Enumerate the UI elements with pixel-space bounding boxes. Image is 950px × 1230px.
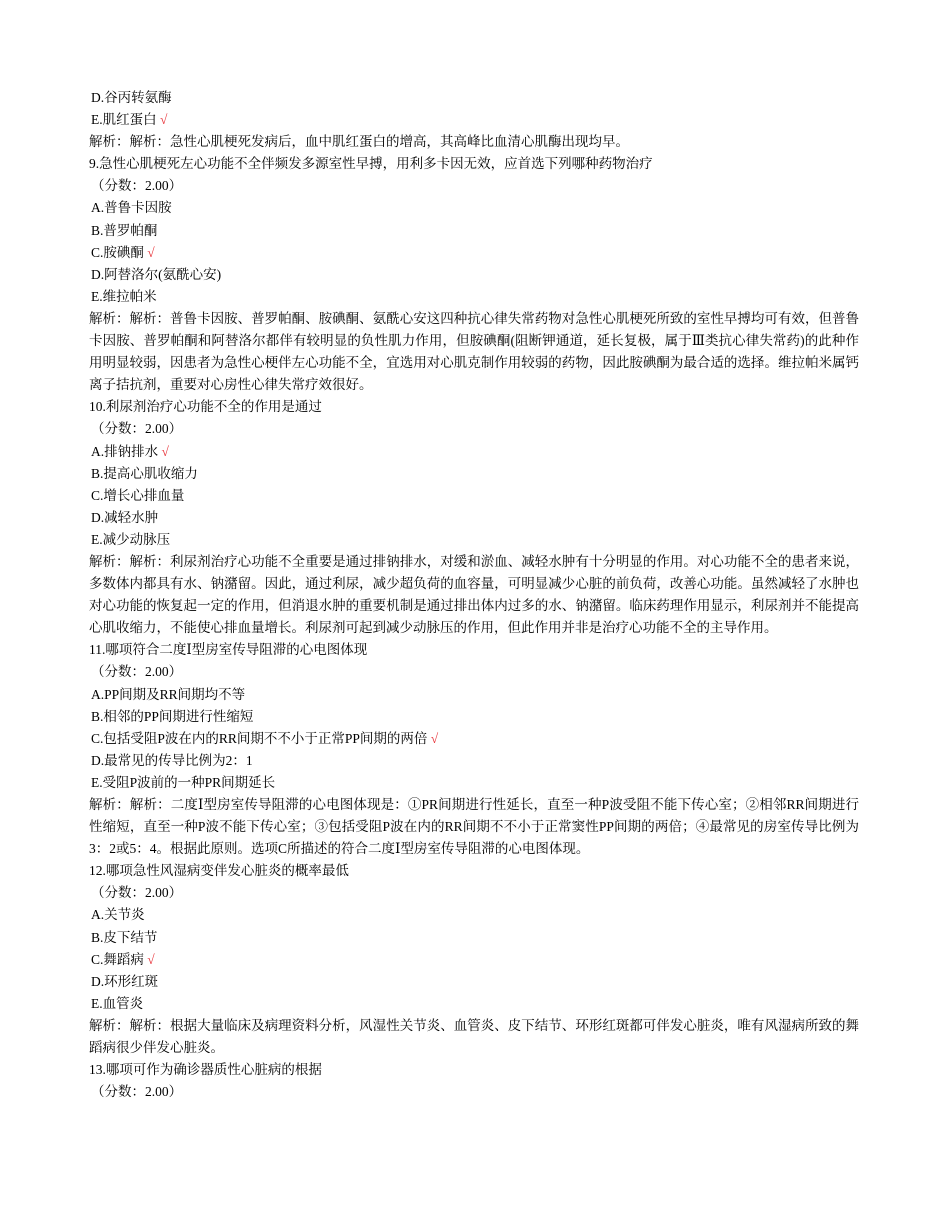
- option-e: E.受阻P波前的一种PR间期延长: [91, 774, 276, 790]
- option-e: E.肌红蛋白 √: [91, 112, 168, 128]
- question-12: [89, 860, 859, 1059]
- explanation: 解析：解析：普鲁卡因胺、普罗帕酮、胺碘酮、氨酰心安这四种抗心律失常药物对急性心肌梗死所致的室性早搏均可有效，但普鲁卡因胺、普罗帕酮和阿替洛尔都伴有较明显的负性肌力作用，但胺碘酮(阻断钾通道，延长复极，属于Ⅲ类抗心律失常药)的此种作用明显较弱，因患者为急性心梗伴左心功能不全，宜选用对心肌克制作用较弱的药物，因此胺碘酮为最合适的选择。维拉帕米属钙离子拮抗剂，重要对心房性心律失常疗效很好。: [89, 310, 859, 393]
- question-stem: 9.急性心肌梗死左心功能不全伴频发多源室性早搏，用利多卡因无效，应首选下列哪种药物治疗: [89, 156, 653, 172]
- option-d: D.环形红斑: [91, 973, 159, 989]
- option-b: B.皮下结节: [91, 929, 158, 945]
- option-b: B.提高心肌收缩力: [91, 465, 198, 481]
- option-b: B.普罗帕酮: [91, 222, 158, 238]
- question-score: （分数：2.00）: [91, 885, 183, 901]
- question-13: [89, 1059, 859, 1103]
- explanation: 解析：解析：急性心肌梗死发病后，血中肌红蛋白的增高，其高峰比血清心肌酶出现均早。: [89, 134, 629, 150]
- option-c: C.胺碘酮 √: [91, 244, 155, 260]
- question-9: [89, 153, 859, 396]
- option-a: A.PP间期及RR间期均不等: [91, 686, 246, 702]
- option-e: E.减少动脉压: [91, 531, 171, 547]
- question-10: [89, 396, 859, 639]
- option-d: D.阿替洛尔(氨酰心安): [91, 266, 222, 282]
- option-e: E.血管炎: [91, 995, 144, 1011]
- explanation: 解析：解析：根据大量临床及病理资料分析，风湿性关节炎、血管炎、皮下结节、环形红斑都可伴发心脏炎，唯有风湿病所致的舞蹈病很少伴发心脏炎。: [89, 1017, 859, 1056]
- option-d: D.谷丙转氨酶: [91, 90, 172, 105]
- question-stem: 11.哪项符合二度Ⅰ型房室传导阻滞的心电图体现: [89, 642, 368, 658]
- question-score: （分数：2.00）: [91, 1084, 183, 1100]
- option-e: E.维拉帕米: [91, 288, 157, 304]
- option-a: A.普鲁卡因胺: [91, 200, 172, 216]
- option-c: C.舞蹈病 √: [91, 951, 155, 967]
- explanation: 解析：解析：二度Ⅰ型房室传导阻滞的心电图体现是：①PR间期进行性延长，直至一种P波受阻不能下传心室；②相邻RR间期进行性缩短，直至一种P波不能下传心室；③包括受阻P波在内的RR间期不不小于正常窦性PP间期的两倍；④最常见的房室传导比例为3：2或5：4。根据此原则。选项C所描述的符合二度Ⅰ型房室传导阻滞的心电图体现。: [89, 797, 859, 857]
- correct-check-icon: √: [160, 112, 168, 128]
- document-body: [89, 87, 859, 1103]
- question-score: （分数：2.00）: [91, 421, 183, 437]
- option-a: A.排钠排水 √: [91, 443, 169, 459]
- question-stem: 12.哪项急性风湿病变伴发心脏炎的概率最低: [89, 863, 349, 879]
- option-c: C.增长心排血量: [91, 487, 185, 503]
- correct-check-icon: √: [147, 244, 155, 260]
- question-score: （分数：2.00）: [91, 664, 183, 680]
- correct-check-icon: √: [147, 951, 155, 967]
- correct-check-icon: √: [430, 730, 439, 746]
- option-d: D.最常见的传导比例为2：1: [91, 752, 253, 768]
- question-11: [89, 639, 859, 860]
- option-c: C.包括受阻P波在内的RR间期不不小于正常PP间期的两倍 √: [91, 730, 439, 746]
- option-d: D.减轻水肿: [91, 509, 159, 525]
- prev-question: [89, 87, 859, 153]
- question-stem: 10.利尿剂治疗心功能不全的作用是通过: [89, 399, 322, 415]
- question-score: （分数：2.00）: [91, 178, 183, 194]
- explanation: 解析：解析：利尿剂治疗心功能不全重要是通过排钠排水，对缓和淤血、减轻水肿有十分明显的作用。对心功能不全的患者来说，多数体内都具有水、钠潴留。因此，通过利尿，减少超负荷的血容量，可明显减少心脏的前负荷，改善心功能。虽然减轻了水肿也对心功能的恢复起一定的作用，但消退水肿的重要机制是通过排出体内过多的水、钠潴留。临床药理作用显示，利尿剂并不能提高心肌收缩力，不能使心排血量增长。利尿剂可起到减少动脉压的作用，但此作用并非是治疗心功能不全的主导作用。: [89, 553, 859, 636]
- correct-check-icon: √: [161, 443, 169, 459]
- option-a: A.关节炎: [91, 907, 145, 923]
- question-stem: 13.哪项可作为确诊器质性心脏病的根据: [89, 1062, 322, 1078]
- option-b: B.相邻的PP间期进行性缩短: [91, 708, 254, 724]
